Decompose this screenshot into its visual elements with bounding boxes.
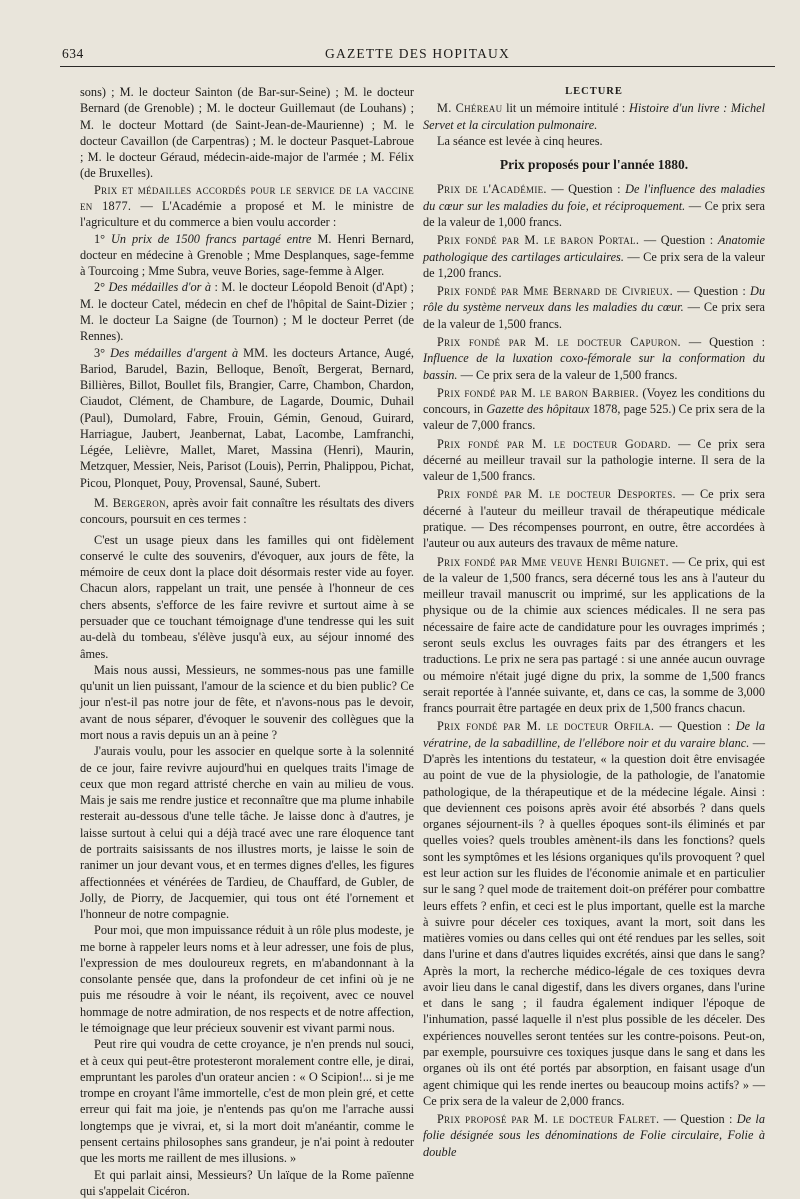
paragraph: Peut rire qui voudra de cette croyance, je n'en prends nul souci, et à ceux qui peut-être protesteront moralement contre elle, je dirai, empruntant les paroles d'un orateur ancien : « O Scipion!... si je me trompe en croyant l'âme immortelle, c'est de mon plein gré, et cette erreur qui fait ma joie, je n'entends pas qu'on me l'arrache aussi longtemps que je vivrai, et, si la mort doit m'anéantir, comme le pensent certains philosophes sans grandeur, je n'ai point à redouter que les morts me raillent de mes illusions. » — [80, 1037, 414, 1166]
text: — Question : — [546, 182, 626, 197]
text: lit un mémoire intitulé : — [502, 101, 630, 116]
prize-entry — [423, 436, 765, 485]
text: — Ce prix sera de la valeur de 1,000 francs. — [423, 198, 765, 229]
prize-entry — [423, 554, 765, 717]
italic-text: Des médailles d'or à — [108, 280, 212, 295]
text: — Question : — [659, 1112, 737, 1127]
prize-entry — [423, 232, 765, 281]
prize-name: Prix fondé par M. le docteur Desportes. — [437, 487, 676, 502]
prize-entry — [423, 1111, 765, 1160]
italic-text: Un prix de 1500 francs partagé entre — [111, 231, 312, 246]
paragraph: J'aurais voulu, pour les associer en quelque sorte à la solennité de ce jour, faire revivre aujourd'hui en quelques traits l'image de ceux que mon regard attristé cherche en vain au milieu de vous. Mais je sais me rendre justice et reconnaître que ma plume inhabile resterait au-dessous d'une telle tâche. Je laisse donc à d'autres, je laisse surtout à celui qui a déjà tracé avec une rare éloquence tant de portraits saisissants de nos illustres morts, je laisse le soin de ranimer un jour devant vous, et en termes dignes d'elles, les figures affectionnées et vénérées de Tardieu, de Chauffard, de Gubler, de Jolly, de Piorry, de Jacquemier, qui tous ont été l'ornement et l'honneur de notre compagnie. — [80, 744, 414, 922]
prize-name: Prix proposé par M. le docteur Falret. — [437, 1112, 660, 1127]
text: — D'après les intentions du testateur, « la question doit être envisagée au point de vue de la physiologie, de la pathologie, de l'anatomie pathologique, de la thérapeutique et de la médecine légale. Ainsi : que deviennent ces poisons après avoir été absorbés ? dans quels organes séjournent-ils ? à quelles époques sont-ils éliminés et par quelles voies? quels troubles amènent-ils dans les fonctions? quels sont les symptômes et les lésions organiques qu'ils provoquent ? quel est leur action sur les fluides de l'économie animale et en particulier sur le sang ? quel mode de traitement doit-on préférer pour combattre leurs effets ? enfin, et ceci est le plus important, quelle est la marche à suivre pour déceler ces toxiques, avant la mort, soit dans les matières vomies ou dans celles qui ont été rendues par les selles, soit dans l'urine et dans d'autres liquides excrétés, ainsi que dans le sang? Après la mort, la recherche médico-légale de ces toxiques devra avoir lieu dans le canal digestif, dans les divers organes, dans l'urine et dans le sang ; il faudra également indiquer l'époque de l'inhumation, passé laquelle il n'est plus possible de les déceler. Des expériences nouvelles seront tentées sur les contre-poisons. Peut-on, par exemple, poursuivre ces toxiques jusque dans le sang et dans les organes où ils ont été portés par absorption, en faisant usage d'un agent chimique qui les rende inertes ou beaucoup moins actifs? » — Ce prix sera de la valeur de 2,000 francs. — [423, 735, 765, 1108]
italic-text: De l'influence des maladies du cœur sur les maladies du foie, et réciproquement. — [423, 182, 765, 213]
journal-title: GAZETTE DES HOPITAUX — [325, 46, 510, 61]
prize-name: Prix fondé par M. le docteur Orfila. — [437, 719, 655, 734]
text: MM. les docteurs Artance, Augé, Bariod, Barudel, Bazin, Belloque, Benoît, Bergerat, Bernard, Billières, Billot, Boullet fils, Brangier, Carre, Chambon, Chardon, Ciaudot, Clément, de Chambure, de Lagarde, Doumic, Duhail (Paul), Dumolard, Fabre, Frouin, Gémin, Genoud, Guirard, Harriague, Jaubert, Jeanbernat, Labat, Lacombe, Lamfranchi, Légée, Lelièvre, Mallet, Maret, Massina (Henri), Maurin, Metzquer, Messier, Neis, Parisot (Louis), Perrin, Phalippou, Pichat, Picou, Plonquet, Pouy, Provensal, Sauné, Subert. — [80, 345, 414, 490]
prize-name: Prix fondé par Mme veuve Henri Buignet. — [437, 554, 669, 569]
prize-entry — [423, 334, 765, 383]
paragraph: La séance est levée à cinq heures. — [437, 133, 603, 148]
prize-entry — [423, 486, 765, 551]
prize-name: Prix fondé par M. le baron Barbier. — [437, 385, 639, 400]
text: — Ce prix sera décerné au meilleur travail sur la pathologie interne. Il sera de la valeur de 1,500 francs. — [423, 436, 765, 484]
page-header — [60, 44, 775, 67]
prize-name: Prix fondé par M. le docteur Capuron. — [437, 334, 681, 349]
italic-text: Du rôle du système nerveux dans les maladies du cœur. — [423, 284, 765, 315]
text: 2° — [94, 280, 109, 295]
italic-text: Histoire d'un livre : Michel Servet et la circulation pulmonaire. — [423, 101, 766, 132]
text: — Question : — [672, 284, 750, 299]
text: 1878, page 525.) Ce prix sera de la valeur de 7,000 francs. — [423, 402, 765, 433]
section-heading: Prix et médailles accordés pour le service de la vaccine en 1877. — [80, 182, 414, 213]
paragraph: Mais nous aussi, Messieurs, ne sommes-nous pas une famille qu'unit un lien puissant, l'amour de la science et du bien public? Ce jour n'est-il pas notre jour de fête, et n'avons-nous pas le devoir, avant de nous séparer, d'évoquer le souvenir des collègues que la mort nous a ravis depuis un an à peine ? — [80, 662, 414, 742]
prize-entry — [423, 385, 765, 434]
paragraph — [423, 100, 765, 133]
right-column — [423, 84, 765, 1162]
text: — Ce prix sera de la valeur de 1,200 francs. — [423, 249, 765, 280]
paragraph — [80, 495, 414, 528]
paragraph: Pour moi, que mon impuissance réduit à un rôle plus modeste, je me borne à rappeler leurs noms et à leur adresser, une fois de plus, l'expression de mes douloureux regrets, en m'abandonnant à la consolante pensée que, dans la profondeur de cet infini où je ne puis me résoudre à voir le néant, ils reçoivent, avec ce nouvel hommage de notre admiration, de nos respects et de notre affection, le témoignage que leur précieux souvenir est vivant parmi nous. — [80, 923, 414, 1036]
text: — Ce prix sera décerné à l'auteur du meilleur travail de thérapeutique médicale pratique. — Des récompenses pourront, en outre, être accordées à l'auteur ou aux auteurs des travaux de même nature. — [423, 487, 765, 551]
text: M. Henri Bernard, docteur en médecine à Grenoble ; Mme Desplanques, sage-femme à Tourcoing ; Mme Subra, veuve Bories, sage-femme à Alger. — [80, 231, 415, 279]
paragraph — [80, 231, 414, 280]
italic-text: Anatomie pathologique des cartilages articulaires. — [423, 233, 765, 264]
paragraph — [80, 182, 414, 231]
prize-entry — [423, 718, 765, 1109]
text: — Ce prix sera de la valeur de 1,500 francs. — [457, 367, 678, 382]
paragraph — [80, 345, 414, 492]
text: — Question : — [654, 719, 736, 734]
text: , après avoir fait connaître les résultats des divers concours, poursuit en ces termes : — [80, 496, 414, 527]
text: 3° — [94, 345, 111, 360]
text: — Ce prix, qui est de la valeur de 1,500 francs, sera décerné tous les ans à l'auteur du meilleur travail manuscrit ou imprimé, sur les applications de la physique ou de la chimie aux sciences médicales. Il ne sera pas nécessaire de faire acte de candidature pour les ouvrages imprimés ; seront seuls exclus les ouvrages faits par des étrangers et les traductions. Le prix ne sera pas partagé : si une année aucun ouvrage ou mémoire n'était jugé digne du prix, la somme de 1,500 francs serait reportée à l'année suivante, et, dans ce cas, la somme de 3,000 francs pourrait être partagée en deux prix de 1,500 francs chacun. — [423, 554, 765, 716]
prize-name: Prix fondé par M. le docteur Godard. — [437, 436, 671, 451]
text: — Question : — [680, 334, 765, 349]
prize-entry — [423, 283, 765, 332]
text: : M. le docteur Léopold Benoit (d'Apt) ; M. le docteur Catel, médecin en chef de l'hôpital de Saint-Dizier ; M. le docteur La Saigne (de Tournon) ; M le docteur Perret (de Rennes). — [80, 280, 415, 344]
italic-text: De la folie désignée sous les dénominations de Folie circulaire, Folie à double — [423, 1112, 765, 1159]
paragraph: sons) ; M. le docteur Sainton (de Bar-sur-Seine) ; M. le docteur Bernard (de Grenoble) ; M. le docteur Guillemaut (de Louhans) ; M. le docteur Mottard (de Saint-Jean-de-Maurienne) ; M. le docteur Cavaillon (de Carpentras) ; M. le docteur Pasquet-Labroue ; M. le docteur Géraud, médecin-aide-major de l'armée ; M. Félix (de Bruxelles). — [80, 85, 414, 181]
speaker-name: M. Chéreau — [437, 101, 503, 116]
text: — Ce prix sera de la valeur de 1,500 francs. — [423, 300, 766, 331]
prize-name: Prix de l'Académie. — [437, 182, 547, 197]
prize-name: Prix fondé par Mme Bernard de Civrieux. — [437, 284, 673, 299]
lecture-heading: LECTURE — [565, 86, 623, 97]
italic-text: De la vératrine, de la sabadilline, de l'ellébore noir et du varaire blanc. — [423, 719, 765, 750]
text: — L'Académie a proposé et M. le ministre de l'agriculture et du commerce a bien voulu accorder : — [80, 198, 415, 230]
paragraph: C'est un usage pieux dans les familles qui ont fidèlement conservé le culte des souvenirs, d'évoquer, aux jours de fête, la mémoire de ceux dont la place doit désormais rester vide au foyer. Chacun alors, rappelant un trait, une pensée à l'honneur de ces chers absents, s'efforce de les faire revivre et surtout aime à se persuader que ce touchant témoignage d'une tendresse qui les suit au-delà du tombeau, s'élève jusqu'à eux, au séjour innomé des âmes. — [80, 532, 414, 661]
paragraph — [80, 279, 414, 344]
italic-text: Influence de la luxation coxo-fémorale sur la conformation du bassin. — [423, 351, 765, 382]
text: (Voyez les conditions du concours, in — [423, 385, 765, 417]
section-title: Prix proposés pour l'année 1880. — [499, 157, 689, 173]
prize-entry — [423, 181, 765, 230]
speaker-name: M. Bergeron — [94, 496, 166, 511]
italic-text: Gazette des hôpitaux — [486, 402, 590, 417]
paragraph: Et qui parlait ainsi, Messieurs? Un laïque de la Rome païenne qui s'appelait Cicéron. — [80, 1167, 414, 1198]
left-column — [80, 84, 414, 1199]
text: 1° — [94, 231, 112, 246]
prize-name: Prix fondé par M. le baron Portal. — [437, 233, 640, 248]
page-number: 634 — [62, 46, 84, 61]
prize-list — [423, 181, 765, 1160]
italic-text: Des médailles d'argent à — [110, 345, 239, 360]
text: — Question : — [639, 233, 718, 248]
